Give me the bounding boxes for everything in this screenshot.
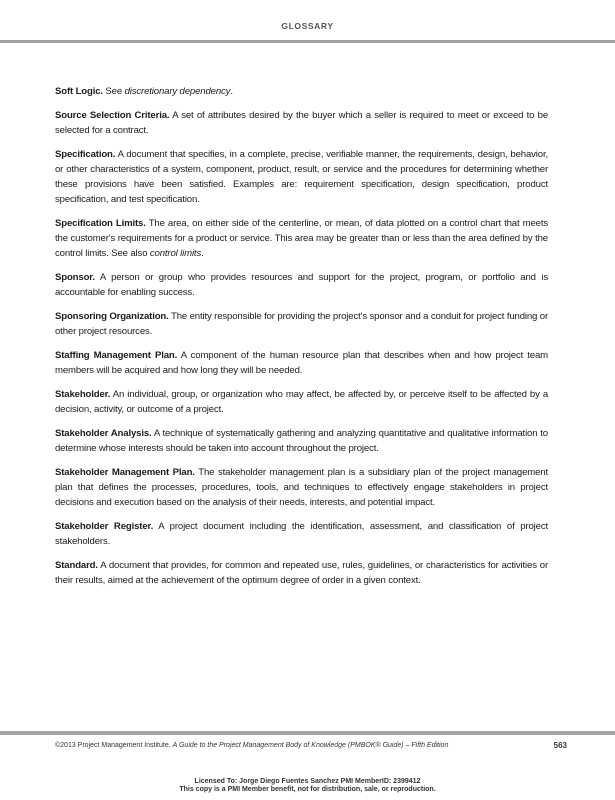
glossary-definition: The area, on either side of the centerline, or mean, of data plotted on a control chart that meets the customer's requirements for a product or service. This area may be greater than or less than the area defined by the control limits. See also	[55, 217, 548, 260]
glossary-entry-sponsoring-organization	[55, 309, 548, 339]
book-title: A Guide to the Project Management Body of Knowledge (PMBOK® Guide) – Fifth Edition	[172, 742, 449, 749]
glossary-entry-specification	[55, 147, 548, 208]
glossary-definition: A document that specifies, in a complete, precise, verifiable manner, the requirements, design, behavior, or other characteristics of a system, component, product, result, or service and the procedures for determining whether these provisions have been satisfied. Examples are: requirement specification, design specification, product specification, and test specification.	[55, 148, 548, 206]
glossary-definition: A technique of systematically gathering and analyzing quantitative and qualitative information to determine whose interests should be taken into account throughout the project.	[55, 427, 548, 454]
glossary-definition: See	[102, 86, 125, 97]
glossary-entry-stakeholder-register	[55, 519, 548, 549]
glossary-term: Sponsor.	[55, 272, 95, 284]
glossary-term: Specification Limits.	[55, 217, 146, 229]
definition-tail: .	[201, 248, 204, 260]
glossary-definition: A document that provides, for common and repeated use, rules, guidelines, or characteristics for activities or their results, aimed at the achievement of the optimum degree of order in a given context.	[55, 559, 548, 586]
glossary-entry-stakeholder-management-plan	[55, 465, 548, 511]
license-notice	[0, 778, 615, 794]
footer-copyright	[55, 742, 448, 749]
definition-tail: .	[230, 86, 233, 97]
glossary-entry-sponsor	[55, 270, 548, 300]
glossary-term: Stakeholder Register.	[55, 520, 154, 532]
glossary-definition: A set of attributes desired by the buyer which a seller is required to meet or exceed to be selected for a contract.	[55, 109, 549, 136]
glossary-term: Stakeholder.	[55, 388, 111, 400]
glossary-term: Soft Logic.	[55, 86, 103, 97]
glossary-entry-staffing-management-plan	[55, 348, 548, 378]
glossary-entry-soft-logic	[55, 84, 548, 99]
page-number: 563	[553, 741, 567, 750]
header-divider	[0, 40, 615, 43]
glossary-term: Stakeholder Management Plan.	[55, 466, 195, 478]
glossary-definition: An individual, group, or organization who may affect, be affected by, or perceive itself to be affected by a decision, activity, or outcome of a project.	[55, 388, 548, 415]
cross-reference: discretionary dependency	[124, 86, 231, 97]
glossary-entry-source-selection-criteria	[55, 108, 548, 138]
glossary-term: Specification.	[55, 148, 116, 160]
license-line-1: Licensed To: Jorge Diego Fuentes Sanchez PMI MemberID: 2399412	[194, 778, 421, 785]
glossary-term: Sponsoring Organization.	[55, 310, 169, 322]
glossary-entry-stakeholder-analysis	[55, 426, 548, 456]
glossary-entry-standard	[55, 558, 548, 588]
glossary-definition: A project document including the identification, assessment, and classification of project stakeholders.	[55, 520, 548, 547]
page-header-title: GLOSSARY	[281, 21, 334, 31]
cross-reference: control limits	[149, 248, 202, 260]
glossary-term: Standard.	[55, 559, 98, 571]
footer-divider	[0, 731, 615, 735]
copyright-prefix: ©2013 Project Management Institute.	[55, 742, 173, 749]
glossary-entry-stakeholder	[55, 387, 548, 417]
glossary-definition: A component of the human resource plan that describes when and how project team members will be acquired and how long they will be needed.	[55, 349, 548, 377]
glossary-term: Staffing Management Plan.	[55, 349, 178, 361]
glossary-entry-specification-limits	[55, 216, 548, 262]
glossary-content	[55, 84, 548, 596]
glossary-definition: The entity responsible for providing the project's sponsor and a conduit for project funding or other project resources.	[55, 310, 548, 338]
glossary-definition: A person or group who provides resources and support for the project, program, or portfolio and is accountable for enabling success.	[55, 272, 548, 299]
glossary-term: Source Selection Criteria.	[55, 109, 170, 121]
glossary-term: Stakeholder Analysis.	[55, 427, 152, 439]
license-line-2: This copy is a PMI Member benefit, not for distribution, sale, or reproduction.	[179, 786, 436, 793]
glossary-definition: The stakeholder management plan is a subsidiary plan of the project management plan that defines the processes, procedures, tools, and techniques to effectively engage stakeholders in project decisions and execution based on the analysis of their needs, interests, and potential impact.	[55, 466, 548, 508]
